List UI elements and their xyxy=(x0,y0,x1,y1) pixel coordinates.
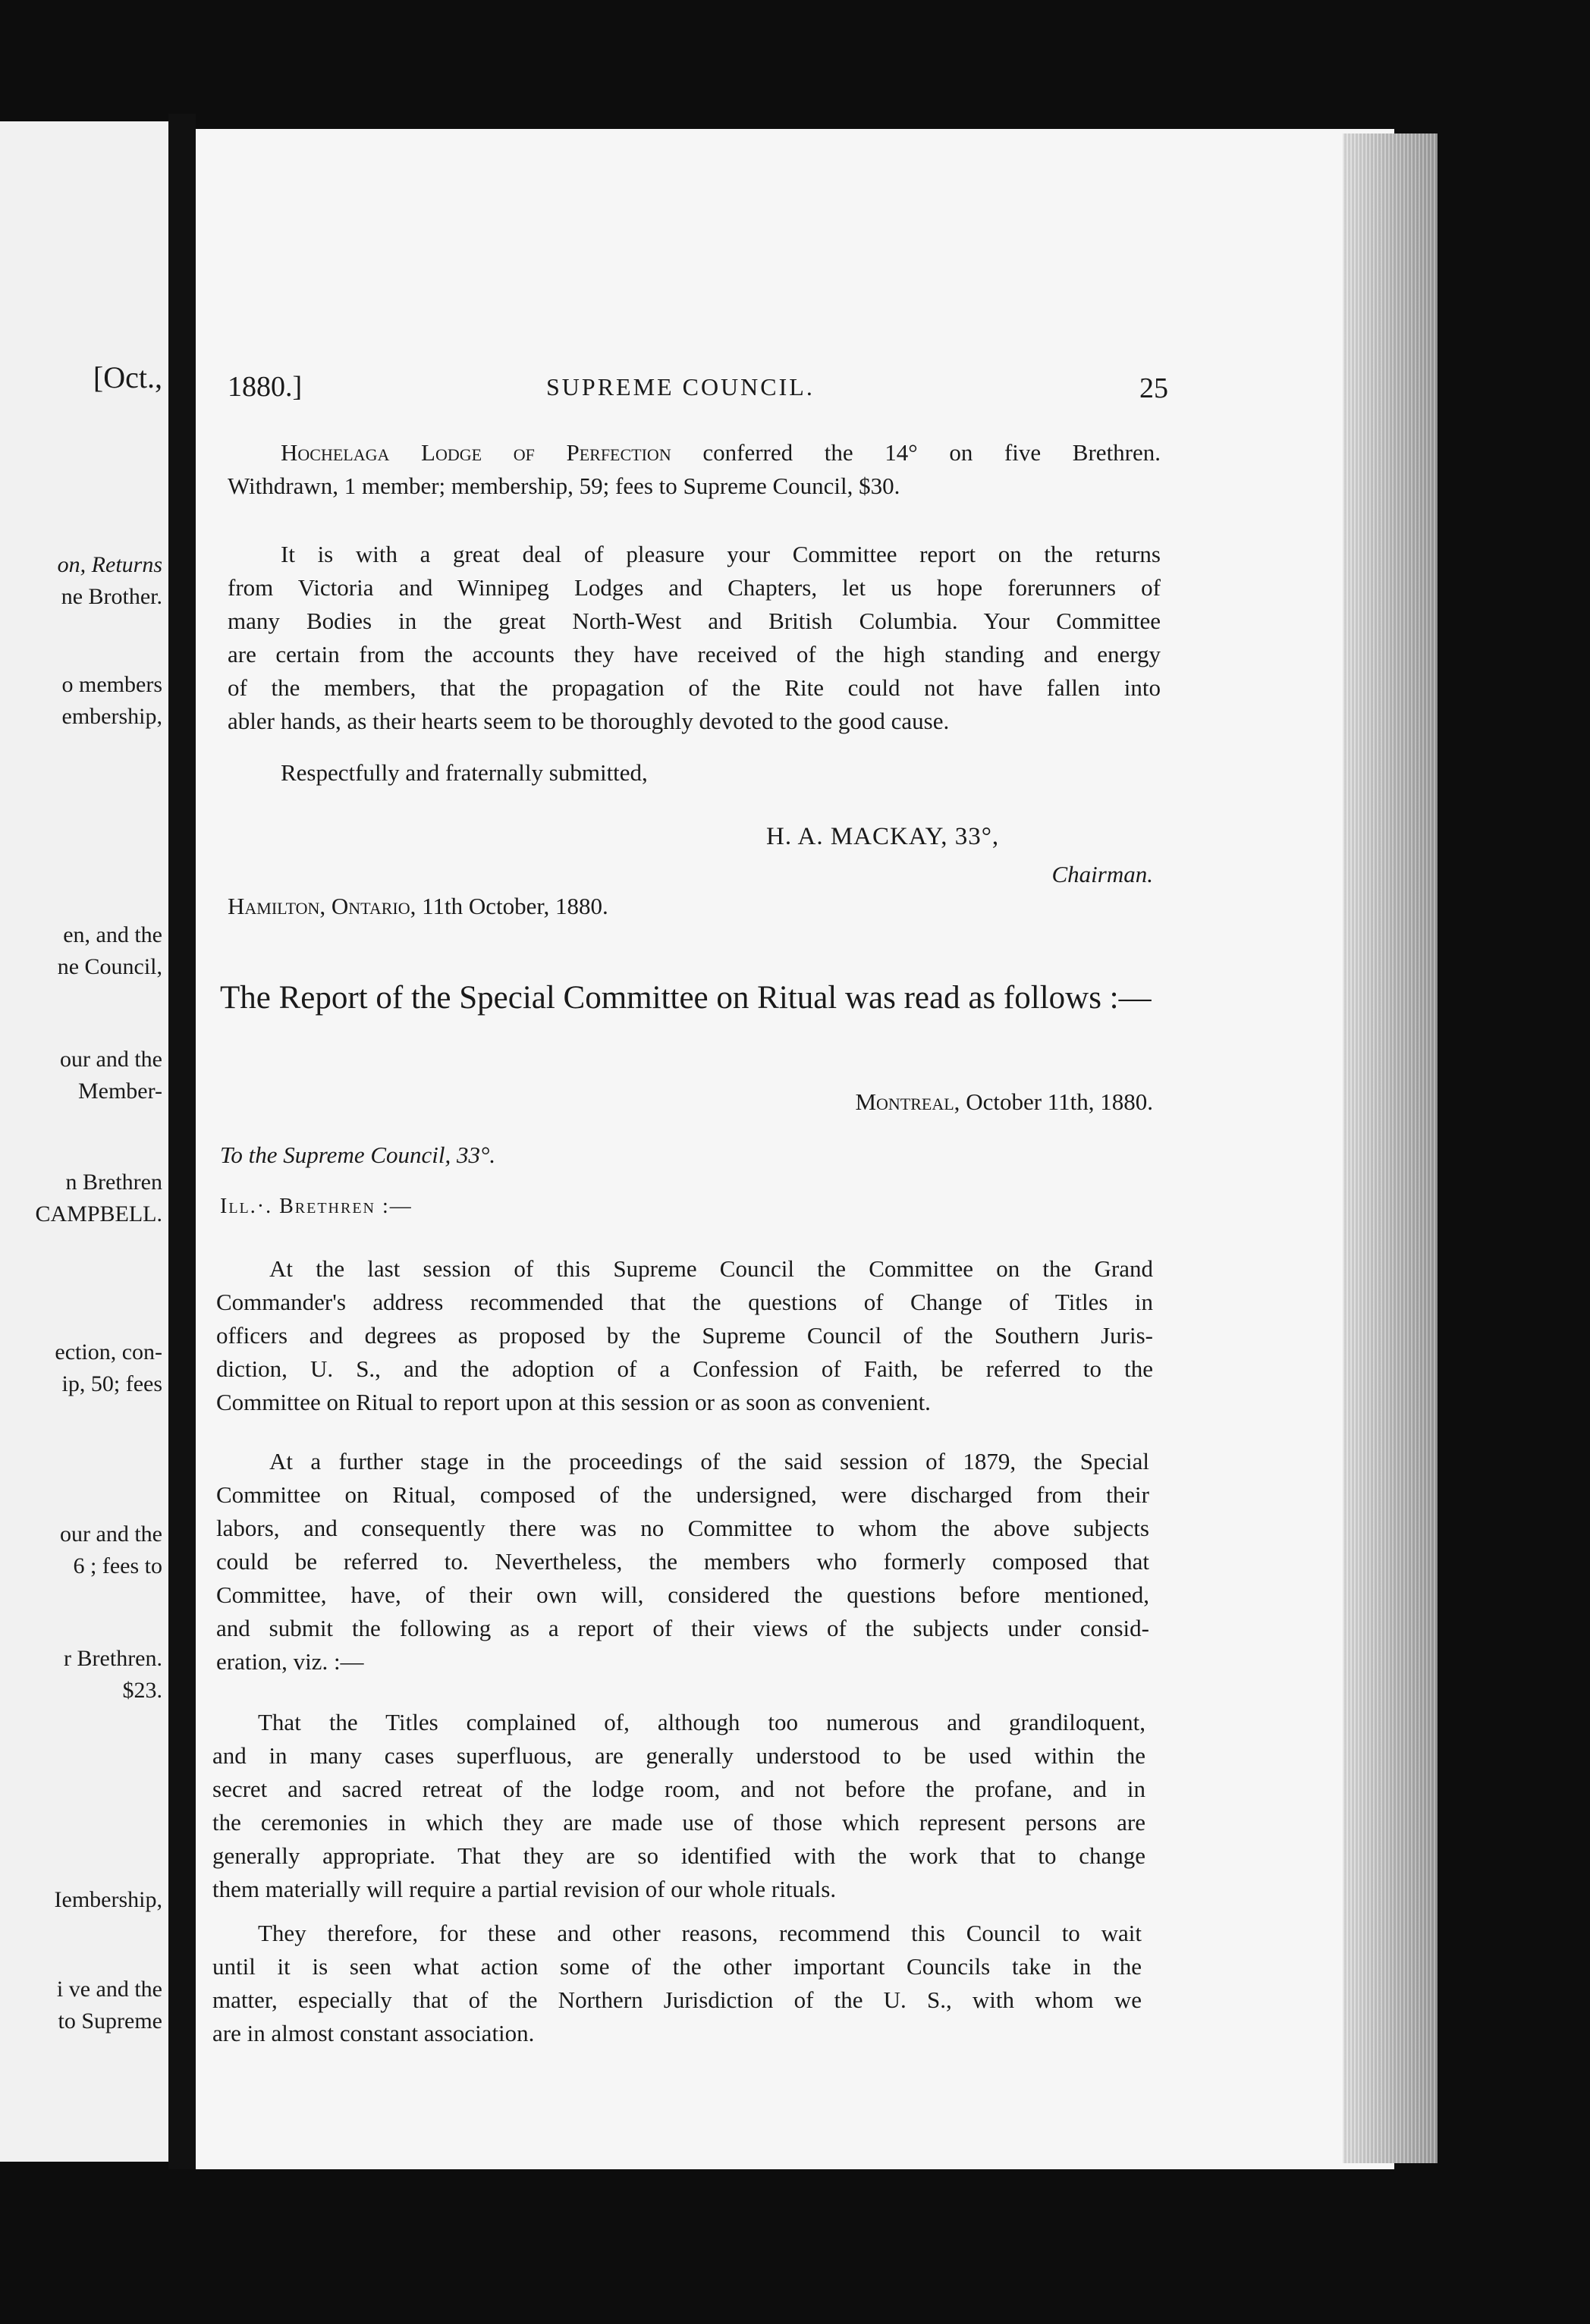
para4-line: Committee, have, of their own will, considered the questions before mentioned, xyxy=(216,1581,1149,1608)
left-fragment: embership, xyxy=(61,704,162,729)
para1-line: Withdrawn, 1 member; membership, 59; fees to Supreme Council, $30. xyxy=(228,473,900,499)
para5-line: secret and sacred retreat of the lodge room, and not before the profane, and in xyxy=(212,1776,1145,1802)
left-fragment: ne Council, xyxy=(57,954,162,979)
running-head xyxy=(228,370,1168,408)
dateline: Hamilton, Ontario, 11th October, 1880. xyxy=(228,893,608,919)
para3-line: At the last session of this Supreme Council the Committee on the Grand xyxy=(269,1255,1153,1282)
para6-line: They therefore, for these and other reasons, recommend this Council to wait xyxy=(258,1920,1142,1946)
left-fragment: to Supreme xyxy=(58,2008,162,2034)
left-fragment: ip, 50; fees xyxy=(61,1371,162,1396)
para2-line: of the members, that the propagation of the Rite could not have fallen into xyxy=(228,674,1161,701)
left-fragment: ection, con- xyxy=(55,1339,162,1365)
left-fragment: i ve and the xyxy=(56,1977,162,2002)
para6-line: until it is seen what action some of the other important Councils take in the xyxy=(212,1953,1142,1980)
para2-line: It is with a great deal of pleasure your Committee report on the returns xyxy=(281,541,1161,567)
para5-line: That the Titles complained of, although too numerous and grandiloquent, xyxy=(258,1709,1145,1735)
left-fragment: ne Brother. xyxy=(61,584,162,609)
dateline-montreal: Montreal, October 11th, 1880. xyxy=(855,1088,1153,1115)
address-line: Ill.·. Brethren :— xyxy=(220,1195,413,1218)
left-fragment: our and the xyxy=(60,1522,162,1547)
para3-line: diction, U. S., and the adoption of a Confession of Faith, be referred to the xyxy=(216,1355,1153,1382)
para3-line: Commander's address recommended that the questions of Change of Titles in xyxy=(216,1289,1153,1315)
para3-line: officers and degrees as proposed by the Supreme Council of the Southern Juris- xyxy=(216,1322,1153,1349)
left-fragment: 6 ; fees to xyxy=(73,1553,162,1578)
para2-line: many Bodies in the great North-West and British Columbia. Your Committee xyxy=(228,608,1161,634)
running-head-year: 1880.] xyxy=(228,371,303,403)
para2-line: abler hands, as their hearts seem to be thoroughly devoted to the good cause. xyxy=(228,708,950,734)
left-facing-page xyxy=(0,121,168,2162)
para5-line: them materially will require a partial revision of our whole rituals. xyxy=(212,1876,837,1902)
para1-line: Hochelaga Lodge of Perfection conferred the 14° on five Brethren. xyxy=(281,439,1161,466)
left-fragment: CAMPBELL. xyxy=(35,1201,162,1226)
closing-line: Respectfully and fraternally submitted, xyxy=(281,759,648,786)
para4-line: labors, and consequently there was no Committee to whom the above subjects xyxy=(216,1515,1149,1541)
left-fragment: $23. xyxy=(122,1678,162,1703)
para4-line: eration, viz. :— xyxy=(216,1648,364,1675)
left-page-header: [Oct., xyxy=(93,360,162,394)
signature-role: Chairman. xyxy=(1051,861,1153,887)
para5-line: the ceremonies in which they are made use of those which represent persons are xyxy=(212,1809,1145,1836)
para4-line: and submit the following as a report of their views of the subjects under consid- xyxy=(216,1615,1149,1641)
para4-line: could be referred to. Nevertheless, the members who formerly composed that xyxy=(216,1548,1149,1575)
left-fragment: on, Returns xyxy=(57,552,162,577)
salutation: To the Supreme Council, 33°. xyxy=(220,1142,496,1168)
left-fragment: en, and the xyxy=(63,922,162,947)
para5-line: generally appropriate. That they are so identified with the work that to change xyxy=(212,1842,1145,1869)
page-number: 25 xyxy=(1139,372,1168,404)
para4-line: At a further stage in the proceedings of the said session of 1879, the Special xyxy=(269,1448,1149,1474)
left-fragment: o members xyxy=(61,672,162,697)
para5-line: and in many cases superfluous, are generally understood to be used within the xyxy=(212,1742,1145,1769)
lodge-name: Hochelaga Lodge of Perfection xyxy=(281,439,671,466)
left-fragment: Member- xyxy=(77,1079,162,1104)
running-head-title: SUPREME COUNCIL. xyxy=(546,373,815,400)
left-fragment: our and the xyxy=(60,1047,162,1072)
page-edge xyxy=(1343,133,1438,2163)
report-heading: The Report of the Special Committee on Ritual was read as follows :— xyxy=(220,980,1152,1016)
left-fragment: n Brethren xyxy=(65,1170,162,1195)
para4-line: Committee on Ritual, composed of the undersigned, were discharged from their xyxy=(216,1481,1149,1508)
left-fragment: r Brethren. xyxy=(64,1646,162,1671)
para2-line: from Victoria and Winnipeg Lodges and Chapters, let us hope forerunners of xyxy=(228,574,1161,601)
left-fragment: Iembership, xyxy=(54,1887,162,1912)
para6-line: are in almost constant association. xyxy=(212,2020,535,2046)
book-gutter xyxy=(168,114,196,2169)
signature-name: H. A. MACKAY, 33°, xyxy=(766,823,1000,850)
para2-line: are certain from the accounts they have received of the high standing and energy xyxy=(228,641,1161,667)
para3-line: Committee on Ritual to report upon at this session or as soon as convenient. xyxy=(216,1389,931,1415)
para6-line: matter, especially that of the Northern Jurisdiction of the U. S., with whom we xyxy=(212,1986,1142,2013)
